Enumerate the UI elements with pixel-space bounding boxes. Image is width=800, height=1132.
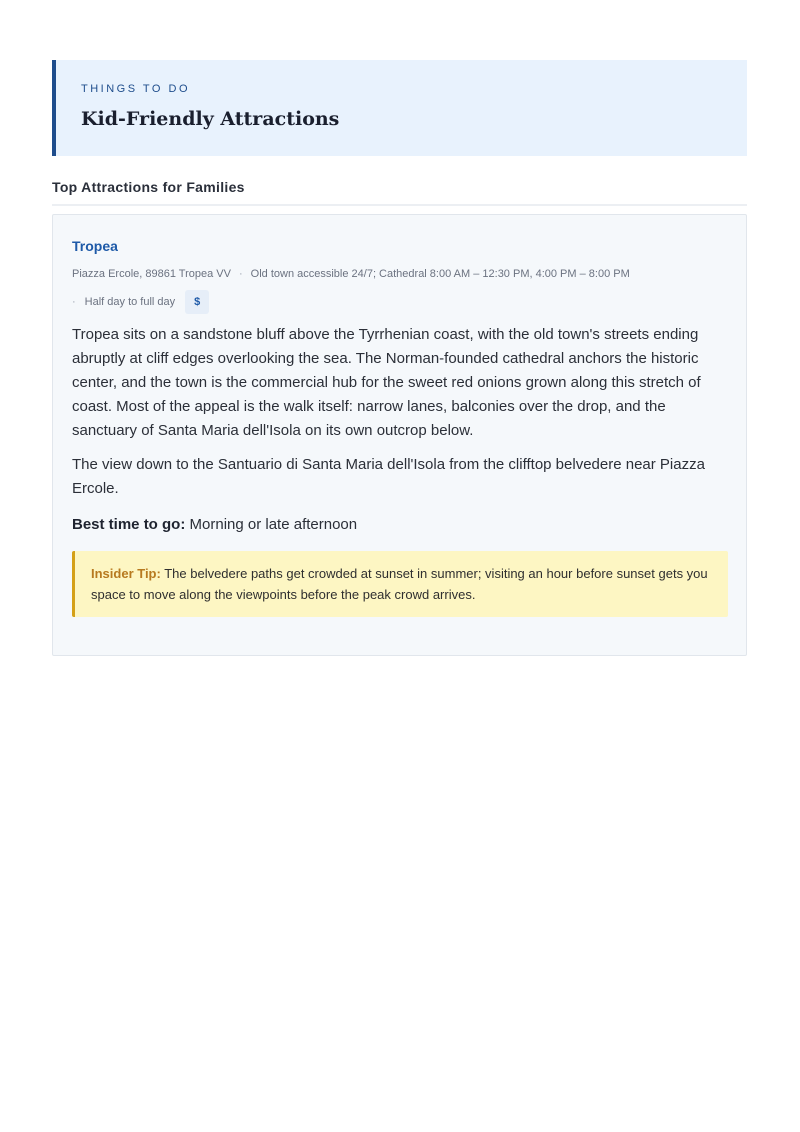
- page-header: [52, 60, 747, 156]
- attraction-view-note: The view down to the Santuario di Santa Maria dell'Isola from the clifftop belvedere near Piazza Ercole.: [72, 456, 705, 497]
- insider-tip-text: The belvedere paths get crowded at sunset in summer; visiting an hour before sunset gets you space to move along the viewpoints before the peak crowd arrives.: [91, 566, 708, 602]
- attraction-card: [52, 214, 747, 656]
- insider-tip: [72, 551, 728, 617]
- page-title: Kid-Friendly Attractions: [81, 108, 340, 130]
- header-kicker: THINGS TO DO: [81, 83, 191, 95]
- attraction-address: Piazza Ercole, 89861 Tropea VV: [72, 268, 231, 280]
- attraction-meta-secondary: [72, 290, 727, 314]
- insider-tip-label: Insider Tip:: [91, 566, 161, 581]
- price-badge: $: [185, 290, 209, 314]
- attraction-duration: Half day to full day: [84, 296, 176, 308]
- best-time-value: Morning or late afternoon: [189, 516, 358, 533]
- attraction-meta: [72, 267, 727, 281]
- attraction-hours: Old town accessible 24/7; Cathedral 8:00 AM – 12:30 PM, 4:00 PM – 8:00 PM: [250, 268, 630, 280]
- meta-separator: ·: [238, 268, 243, 280]
- best-time: [72, 513, 727, 537]
- attraction-name[interactable]: Tropea: [72, 238, 118, 254]
- section-heading: Top Attractions for Families: [52, 178, 747, 206]
- meta-separator: ·: [72, 296, 76, 308]
- attraction-description: Tropea sits on a sandstone bluff above the Tyrrhenian coast, with the old town's streets ending abruptly at cliff edges overlooking the sea. The Norman-founded cathedral anchors the historic center, and the town is the commercial hub for the sweet red onions grown along this stretch of coast. Most of the appeal is the walk itself: narrow lanes, balconies over the drop, and the sanctuary of Santa Maria dell'Isola on its own outcrop below.: [72, 326, 701, 439]
- best-time-label: Best time to go:: [72, 516, 186, 533]
